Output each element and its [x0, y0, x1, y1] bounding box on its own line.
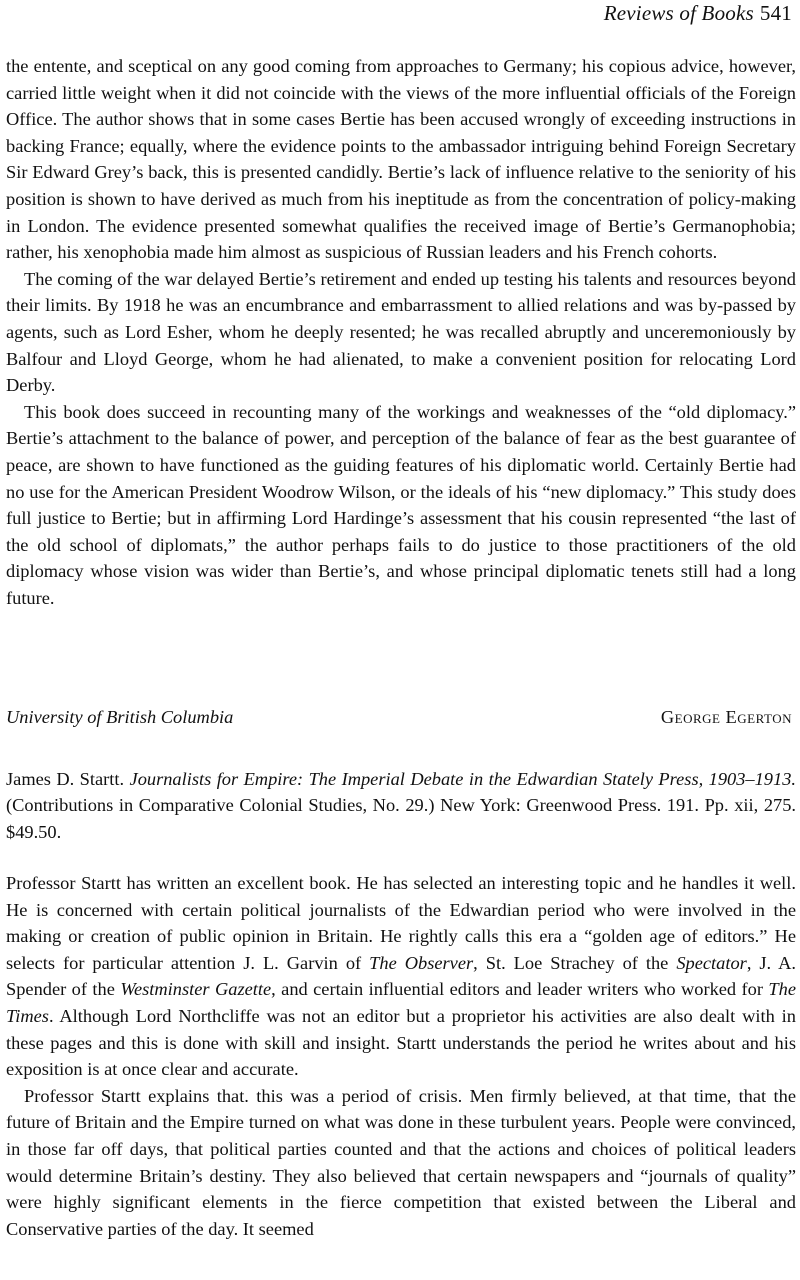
review-startt-body — [6, 870, 796, 1242]
paragraph: This book does succeed in recounting many of the workings and weaknesses of the “old diplomacy.” Bertie’s attachment to the balance of power, and perception of the balance of fear as the best guarantee of peace, are shown to have functioned as the guiding features of his diplomatic world. Certainly Bertie had no use for the American President Woodrow Wilson, or the ideals of his “new diplomacy.” This study does full justice to Bertie; but in affirming Lord Hardinge’s assessment that his cousin represented “the last of the old school of diplomats,” the author perhaps fails to do justice to those practitioners of the old diplomacy whose vision was wider than Bertie’s, and whose principal diplomatic tenets still had a long future. — [6, 401, 796, 608]
publication-name: Spectator — [676, 952, 747, 973]
paragraph — [6, 870, 796, 1083]
book-citation — [6, 766, 796, 845]
text-run: , and certain influential editors and leader writers who worked for — [271, 979, 769, 1000]
paragraph: Professor Startt explains that. this was a period of crisis. Men firmly believed, at that time, that the future of Britain and the Empire turned on what was done in these turbulent years. People were convinced, in those far off days, that political parties counted and that the actions and choices of political leaders would determine Britain’s destiny. They also believed that certain newspapers and “journals of quality” were highly significant elements in the fierce competition that existed between the Liberal and Conservative parties of the day. It seemed — [6, 1085, 796, 1239]
paragraph: The coming of the war delayed Bertie’s retirement and ended up testing his talents and resources beyond their limits. By 1918 he was an encumbrance and embarrassment to allied relations and was by-passed by agents, such as Lord Esher, whom he deeply resented; he was recalled abruptly and unceremoniously by Balfour and Lloyd George, whom he had alienated, to make a convenient position for relocating Lord Derby. — [6, 268, 796, 396]
publication-name: Westminster Gazette — [120, 979, 272, 1000]
review-bertie-body — [6, 53, 796, 611]
running-head — [604, 0, 792, 26]
text-run: , St. Loe Strachey of the — [473, 952, 677, 973]
reviewer-name: George Egerton — [660, 707, 792, 727]
reviewer-signature — [6, 704, 792, 730]
paragraph: the entente, and sceptical on any good coming from approaches to Germany; his copious advice, however, carried little weight when it did not coincide with the views of the more influential officials of the Foreign Office. The author shows that in some cases Bertie has been accused wrongly of exceeding instructions in backing France; equally, where the evidence points to the ambassador intriguing behind Foreign Secretary Sir Edward Grey’s back, this is presented candidly. Bertie’s lack of influence relative to the seniority of his position is shown to have derived as much from his ineptitude as from the concentration of policy-making in London. The evidence presented somewhat qualifies the received image of Bertie’s Germanophobia; rather, his xenophobia made him almost as suspicious of Russian leaders and his French cohorts. — [6, 56, 796, 263]
reviewer-institution: University of British Columbia — [6, 707, 234, 727]
citation-title: Journalists for Empire: The Imperial Debate in the Edwardian Stately Press, 1903–1913. — [129, 769, 796, 789]
text-run: . Although Lord Northcliffe was not an editor but a proprietor his activities are also dealt with in these pages and this is done with skill and insight. Startt understands the period he writes about and his exposition is at once clear and accurate. — [6, 1005, 796, 1080]
running-head-title: Reviews of Books — [603, 1, 754, 25]
page-number: 541 — [759, 1, 792, 25]
publication-name: The Times — [6, 979, 796, 1026]
text-run: Professor Startt has written an excellent book. He has selected an interesting topic and he handles it well. He is concerned with certain political journalists of the Edwardian period who were involved in the making or creation of public opinion in Britain. He rightly calls this era a “golden age of editors.” He selects for particular attention J. L. Garvin of — [6, 873, 796, 973]
publication-name: The Observer — [369, 952, 474, 973]
text-run: , J. A. Spender of the — [6, 952, 796, 1000]
citation-author: James D. Startt. — [6, 769, 125, 789]
citation-details: (Contributions in Comparative Colonial Studies, No. 29.) New York: Greenwood Press. 191. Pp. xii, 275. $49.50. — [6, 795, 796, 842]
